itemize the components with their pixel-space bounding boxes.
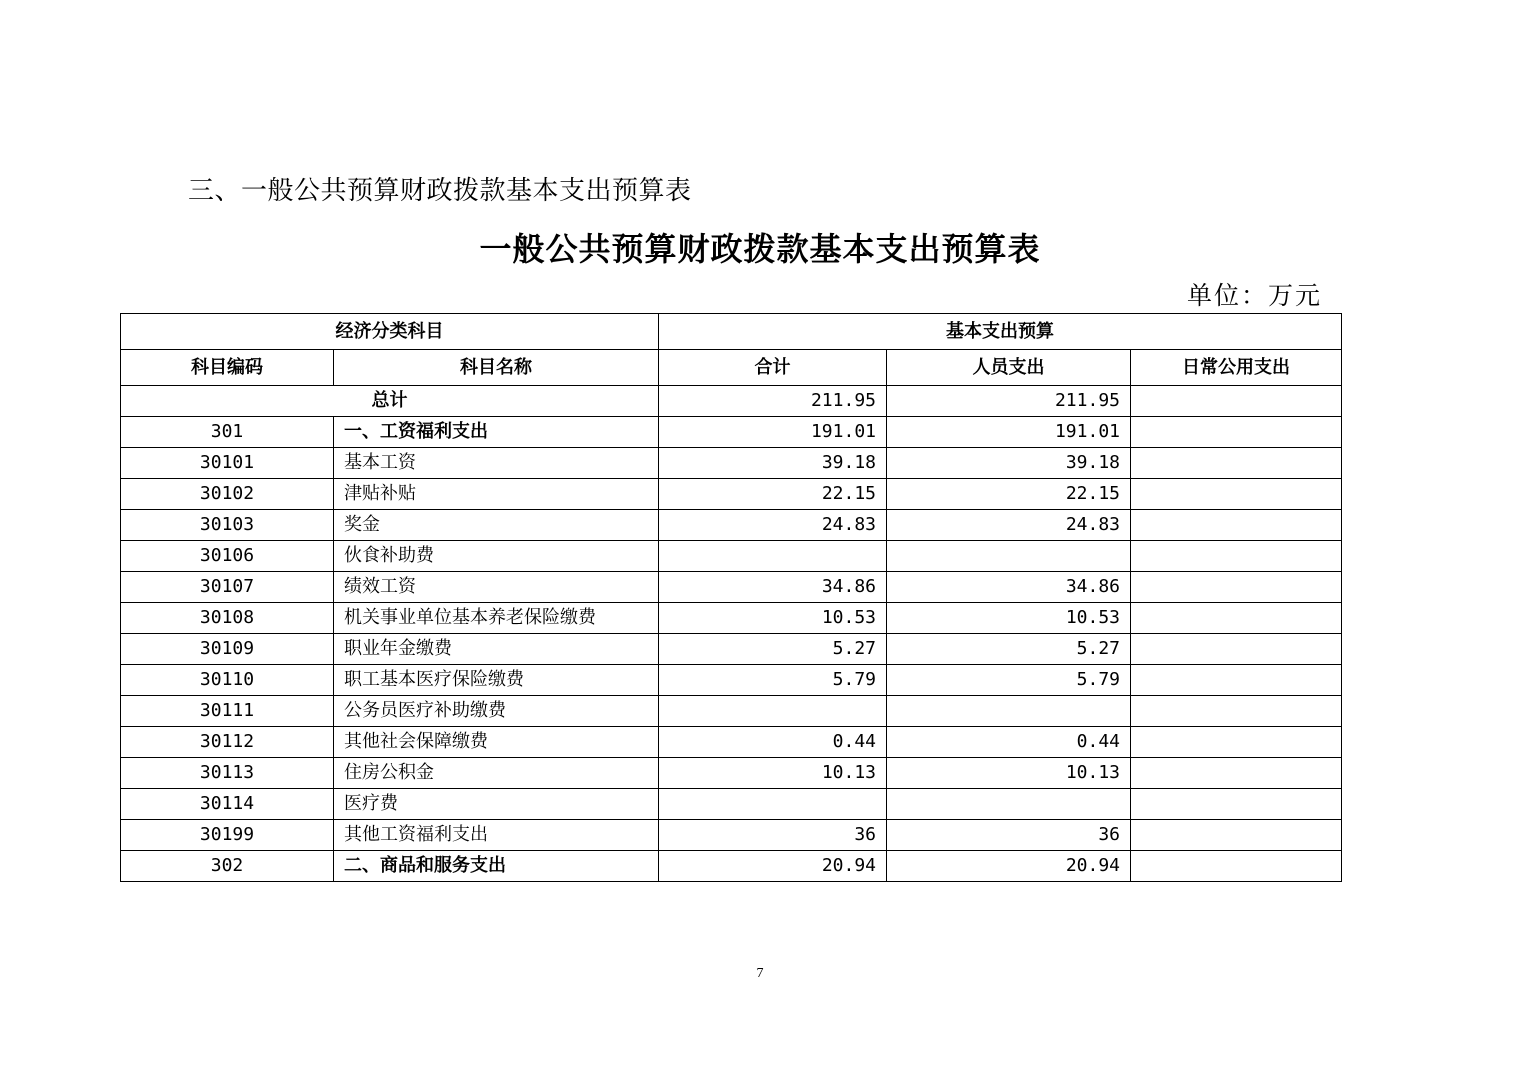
row-name: 基本工资	[334, 448, 659, 479]
row-total: 34.86	[659, 572, 887, 603]
header-code: 科目编码	[121, 350, 334, 386]
row-personnel: 10.13	[887, 758, 1131, 789]
row-personnel: 0.44	[887, 727, 1131, 758]
row-name: 机关事业单位基本养老保险缴费	[334, 603, 659, 634]
row-code: 30101	[121, 448, 334, 479]
row-code: 30113	[121, 758, 334, 789]
row-personnel: 36	[887, 820, 1131, 851]
page-number: 7	[756, 966, 764, 981]
row-public	[1131, 479, 1342, 510]
table-row	[121, 572, 1342, 603]
table-row	[121, 820, 1342, 851]
row-personnel: 20.94	[887, 851, 1131, 882]
header-public: 日常公用支出	[1131, 350, 1342, 386]
table-row	[121, 541, 1342, 572]
total-public	[1131, 386, 1342, 417]
table-row	[121, 479, 1342, 510]
row-name: 公务员医疗补助缴费	[334, 696, 659, 727]
row-name: 一、工资福利支出	[334, 417, 659, 448]
table-row	[121, 510, 1342, 541]
row-code: 30199	[121, 820, 334, 851]
total-row	[121, 386, 1342, 417]
column-header-row	[121, 350, 1342, 386]
table-row	[121, 727, 1342, 758]
row-name: 住房公积金	[334, 758, 659, 789]
row-personnel: 24.83	[887, 510, 1131, 541]
table-row	[121, 758, 1342, 789]
row-code: 30107	[121, 572, 334, 603]
row-name: 职业年金缴费	[334, 634, 659, 665]
row-code: 30114	[121, 789, 334, 820]
row-total: 191.01	[659, 417, 887, 448]
row-code: 302	[121, 851, 334, 882]
table-row	[121, 789, 1342, 820]
table-row	[121, 696, 1342, 727]
row-name: 职工基本医疗保险缴费	[334, 665, 659, 696]
row-public	[1131, 789, 1342, 820]
row-total: 39.18	[659, 448, 887, 479]
row-code: 30110	[121, 665, 334, 696]
header-total: 合计	[659, 350, 887, 386]
row-public	[1131, 634, 1342, 665]
row-name: 二、商品和服务支出	[334, 851, 659, 882]
row-public	[1131, 696, 1342, 727]
row-code: 30103	[121, 510, 334, 541]
header-personnel: 人员支出	[887, 350, 1131, 386]
row-personnel: 10.53	[887, 603, 1131, 634]
row-public	[1131, 727, 1342, 758]
total-total: 211.95	[659, 386, 887, 417]
row-total	[659, 541, 887, 572]
row-public	[1131, 603, 1342, 634]
row-personnel: 5.79	[887, 665, 1131, 696]
row-public	[1131, 851, 1342, 882]
row-code: 30106	[121, 541, 334, 572]
row-total: 24.83	[659, 510, 887, 541]
row-name: 其他社会保障缴费	[334, 727, 659, 758]
row-code: 30102	[121, 479, 334, 510]
row-public	[1131, 510, 1342, 541]
row-total: 22.15	[659, 479, 887, 510]
table-row	[121, 603, 1342, 634]
row-public	[1131, 572, 1342, 603]
row-total: 5.79	[659, 665, 887, 696]
row-personnel	[887, 541, 1131, 572]
total-personnel: 211.95	[887, 386, 1131, 417]
row-total: 20.94	[659, 851, 887, 882]
budget-table	[120, 313, 1342, 882]
unit-label: 单位：万元	[1186, 281, 1322, 310]
table-row	[121, 417, 1342, 448]
section-heading: 三、一般公共预算财政拨款基本支出预算表	[188, 176, 692, 206]
table-row	[121, 448, 1342, 479]
row-code: 30108	[121, 603, 334, 634]
row-personnel: 39.18	[887, 448, 1131, 479]
row-name: 绩效工资	[334, 572, 659, 603]
row-name: 伙食补助费	[334, 541, 659, 572]
row-personnel: 22.15	[887, 479, 1131, 510]
table-row	[121, 665, 1342, 696]
row-name: 奖金	[334, 510, 659, 541]
row-public	[1131, 758, 1342, 789]
row-total	[659, 696, 887, 727]
row-name: 医疗费	[334, 789, 659, 820]
table-row	[121, 634, 1342, 665]
row-code: 30112	[121, 727, 334, 758]
row-public	[1131, 820, 1342, 851]
row-code: 301	[121, 417, 334, 448]
row-total: 5.27	[659, 634, 887, 665]
row-public	[1131, 665, 1342, 696]
row-public	[1131, 541, 1342, 572]
row-code: 30111	[121, 696, 334, 727]
row-public	[1131, 417, 1342, 448]
row-name: 其他工资福利支出	[334, 820, 659, 851]
row-total: 36	[659, 820, 887, 851]
header-basic-budget: 基本支出预算	[659, 314, 1342, 350]
row-name: 津贴补贴	[334, 479, 659, 510]
row-total	[659, 789, 887, 820]
row-public	[1131, 448, 1342, 479]
row-total: 0.44	[659, 727, 887, 758]
row-personnel: 191.01	[887, 417, 1131, 448]
row-personnel: 5.27	[887, 634, 1131, 665]
group-header-row	[121, 314, 1342, 350]
row-personnel	[887, 696, 1131, 727]
table-row	[121, 851, 1342, 882]
row-personnel: 34.86	[887, 572, 1131, 603]
header-name: 科目名称	[334, 350, 659, 386]
row-personnel	[887, 789, 1131, 820]
row-total: 10.13	[659, 758, 887, 789]
document-title: 一般公共预算财政拨款基本支出预算表	[479, 230, 1041, 268]
header-econ-category: 经济分类科目	[121, 314, 659, 350]
row-total: 10.53	[659, 603, 887, 634]
row-code: 30109	[121, 634, 334, 665]
total-label: 总计	[121, 386, 659, 417]
